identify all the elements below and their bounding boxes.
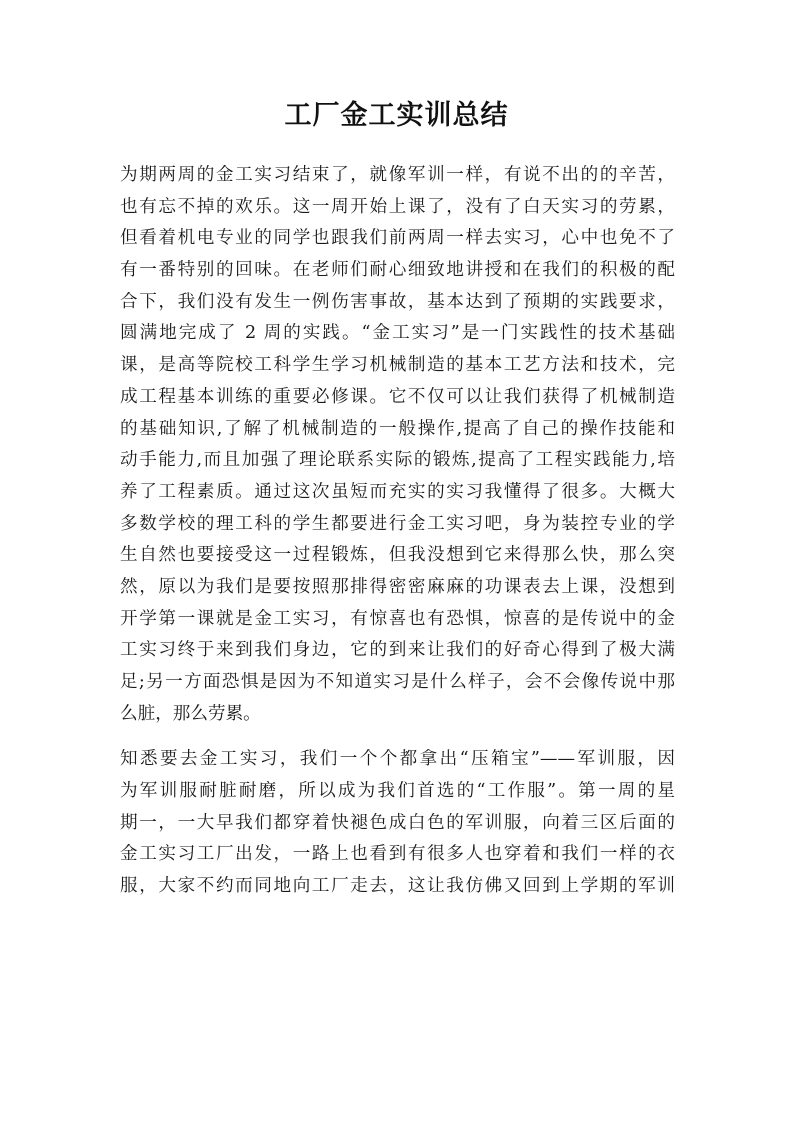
page-title: 工厂金工实训总结: [284, 100, 509, 131]
text-line: 有一番特别的回味。在老师们耐心细致地讲授和在我们的积极的配: [120, 260, 675, 281]
text-line: 成工程基本训练的重要必修课。它不仅可以让我们获得了机械制造: [120, 386, 675, 407]
text-line: 圆满地完成了 2 周的实践。“金工实习”是一门实践性的技术基础: [120, 323, 675, 344]
paragraph-1: [120, 160, 675, 730]
text-line: 动手能力,而且加强了理论联系实际的锻炼,提高了工程实践能力,培: [120, 450, 675, 471]
text-line: 然，原以为我们是要按照那排得密密麻麻的功课表去上课，没想到: [120, 576, 675, 597]
text-line: 课，是高等院校工科学生学习机械制造的基本工艺方法和技术，完: [120, 355, 675, 376]
text-line: 开学第一课就是金工实习，有惊喜也有恐惧，惊喜的是传说中的金: [120, 608, 675, 629]
paragraph-spacer: [120, 730, 675, 744]
text-line: 但看着机电专业的同学也跟我们前两周一样去实习，心中也免不了: [120, 228, 675, 249]
paragraph-2: [120, 744, 675, 902]
text-line: 知悉要去金工实习，我们一个个都拿出“压箱宝”——军训服，因: [120, 749, 675, 770]
text-line: 合下，我们没有发生一例伤害事故，基本达到了预期的实践要求，: [120, 291, 675, 312]
text-line: 养了工程素质。通过这次虽短而充实的实习我懂得了很多。大概大: [120, 481, 675, 502]
text-line: 的基础知识,了解了机械制造的一般操作,提高了自己的操作技能和: [120, 418, 675, 439]
document-body: [120, 160, 675, 903]
text-line: 金工实习工厂出发，一路上也看到有很多人也穿着和我们一样的衣: [120, 844, 675, 865]
text-line: 足;另一方面恐惧是因为不知道实习是什么样子，会不会像传说中那: [120, 672, 675, 692]
text-line: 生自然也要接受这一过程锻炼，但我没想到它来得那么快，那么突: [120, 545, 675, 566]
text-line: 么脏，那么劳累。: [120, 703, 261, 724]
text-line: 工实习终于来到我们身边，它的到来让我们的好奇心得到了极大满: [120, 640, 675, 661]
text-line: 服，大家不约而同地向工厂走去，这让我仿佛又回到上学期的军训: [120, 876, 675, 897]
text-line: 多数学校的理工科的学生都要进行金工实习吧，身为装控专业的学: [120, 513, 675, 534]
text-line: 为军训服耐脏耐磨，所以成为我们首选的“工作服”。第一周的星: [120, 781, 675, 802]
text-line: 也有忘不掉的欢乐。这一周开始上课了，没有了白天实习的劳累，: [120, 196, 675, 217]
text-line: 期一，一大早我们都穿着快褪色成白色的军训服，向着三区后面的: [120, 812, 675, 833]
text-line: 为期两周的金工实习结束了，就像军训一样，有说不出的的辛苦，: [120, 165, 675, 185]
